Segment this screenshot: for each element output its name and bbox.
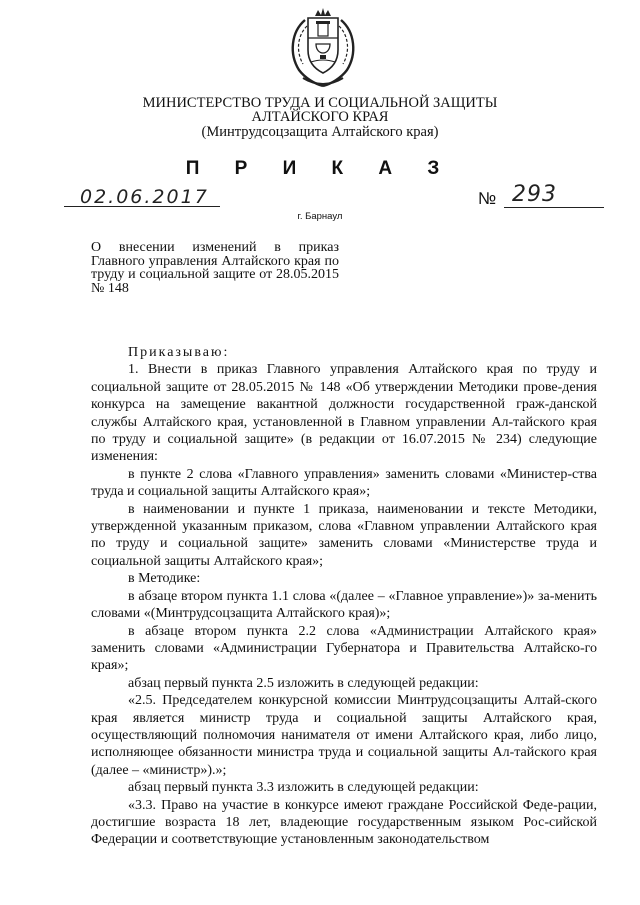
number-underline [504, 207, 604, 208]
paragraph: «3.3. Право на участие в конкурсе имеют граждане Российской Феде-рации, достигшие возраста 18 лет, владеющие государственным языком Рос-сийской Федерации и соответствующие установленным законодательством [91, 797, 597, 848]
date-underline [64, 206, 220, 207]
ministry-short-name: (Минтрудсоцзащита Алтайского края) [201, 124, 439, 140]
ministry-name-line1: МИНИСТЕРСТВО ТРУДА И СОЦИАЛЬНОЙ ЗАЩИТЫ [142, 95, 498, 111]
paragraph: «2.5. Председателем конкурсной комиссии Минтрудсоцзащиты Алтай-ского края является министр труда и социальной защиты Алтайского края, осуществляющий полномочия нанимателя от имени Алтайского края, либо лицо, исполняющее обязанности министра труда и социальной защиты Ал-тайского края (далее – «министр»).»; [91, 693, 597, 778]
order-word: Приказываю: [128, 345, 230, 360]
city-label: г. Барнаул [297, 211, 343, 222]
document-subject: О внесении изменений в приказ Главного управления Алтайского края по труду и социальной защите от 28.05.2015 № 148 [91, 240, 339, 296]
document-body [91, 344, 597, 849]
paragraph: в абзаце втором пункта 2.2 слова «Администрации Алтайского края» заменить словами «Администрации Губернатора и Правительства Алтайско-го края»; [91, 623, 597, 674]
coat-of-arms-emblem [285, 6, 361, 90]
document-number: 293 [512, 182, 557, 207]
paragraph: абзац первый пункта 2.5 изложить в следующей редакции: [128, 675, 479, 691]
document-date: 02.06.2017 [80, 186, 209, 208]
paragraph: в абзаце втором пункта 1.1 слова «(далее – «Главное управление»)» за-менить словами «(Минтрудсоцзащита Алтайского края)»; [91, 588, 597, 622]
ministry-name-line2: АЛТАЙСКОГО КРАЯ [251, 109, 389, 125]
document-type-title: П Р И К А З [185, 158, 455, 179]
paragraph: 1. Внести в приказ Главного управления Алтайского края по труду и социальной защите от 28.05.2015 № 148 «Об утверждении Методики прове-дения конкурса на замещение вакантной должности государственной граж-данской службы Алтайского края, установленной в Главном управлении Ал-тайского края по труду и социальной защите» (в редакции от 16.07.2015 № 234) следующие изменения: [91, 362, 597, 465]
number-sign: № [478, 189, 497, 208]
paragraph: абзац первый пункта 3.3 изложить в следующей редакции: [128, 780, 479, 796]
paragraph: в наименовании и пункте 1 приказа, наименовании и тексте Методики, утвержденной указанным приказом, слова «Главном управлении Алтайского края по труду и социальной защите» заменить словами «Министерстве труда и социальной защиты Алтайского края»; [91, 501, 597, 569]
paragraph: в пункте 2 слова «Главного управления» заменить словами «Министер-ства труда и социальной защиты Алтайского края»; [91, 466, 597, 500]
paragraph: в Методике: [128, 571, 201, 587]
